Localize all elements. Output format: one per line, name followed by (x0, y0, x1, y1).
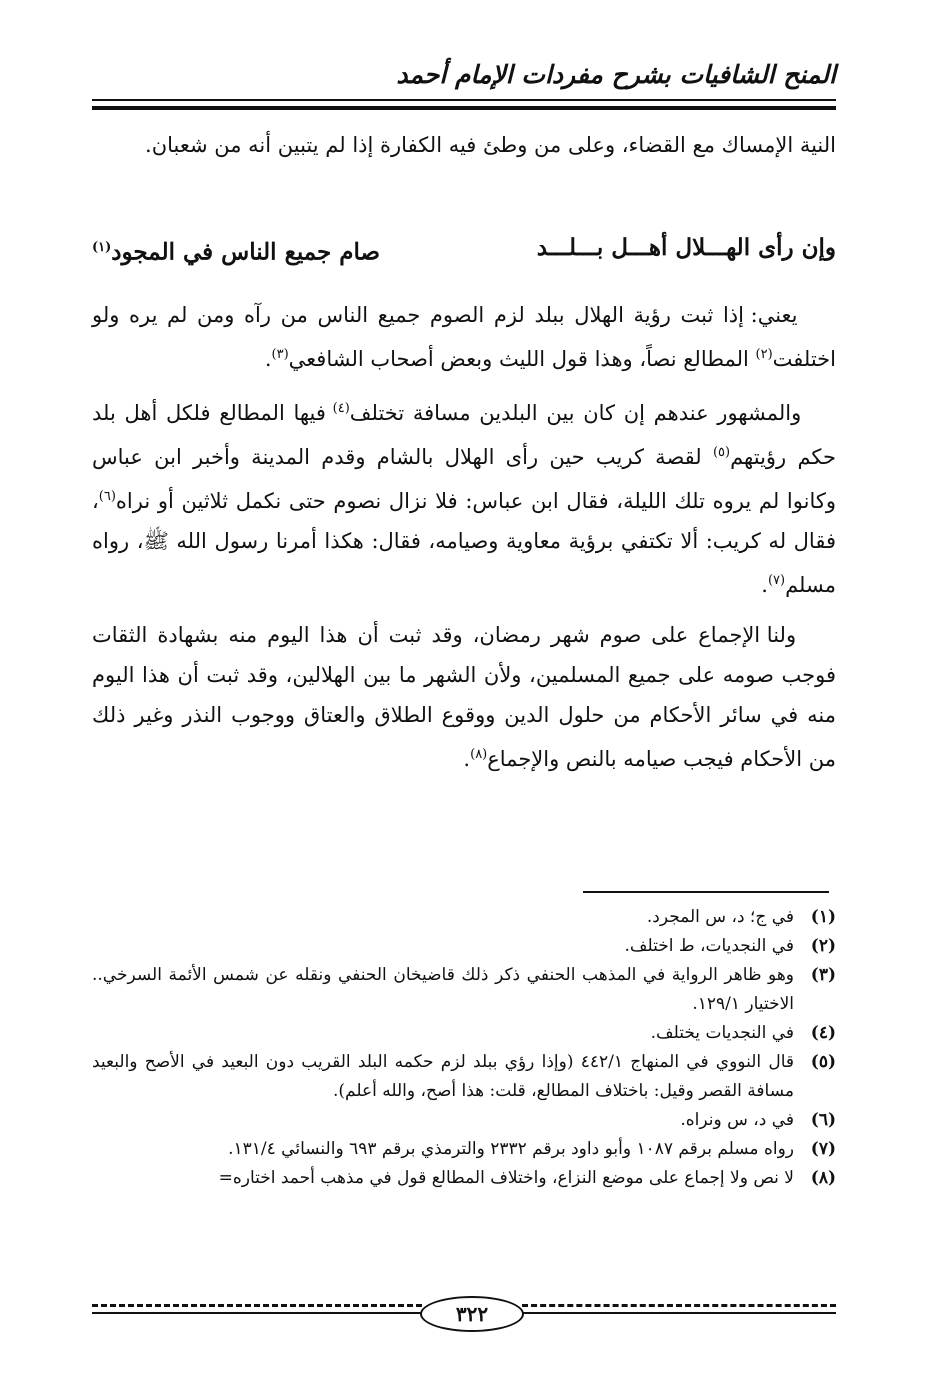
footnote-text: في ج؛ د، س المجرد. (646, 907, 794, 927)
footnote-number: (١) (810, 907, 836, 927)
footnote-item (92, 1106, 836, 1135)
footnote-number: (٣) (810, 965, 836, 985)
text-segment: . (463, 747, 471, 771)
page-footer (92, 1296, 836, 1332)
text-segment: . (761, 573, 768, 597)
paragraph-4 (92, 615, 836, 779)
footnote-number: (٢) (810, 936, 836, 956)
footnote-text: قال النووي في المنهاج ٤٤٢/١ (وإذا رؤي ببلد لزم حكمه البلد القريب دون البعيد في الأصح والبعيد مسافة القصر وقيل: باختلاف المطالع، قلت: هذا أصح، والله أعلم). (92, 1052, 795, 1101)
footnote-number: (٥) (810, 1052, 836, 1072)
footnote-text: وهو ظاهر الرواية في المذهب الحنفي ذكر ذلك قاضيخان الحنفي ونقله عن شمس الأئمة السرخي.. الاختيار ١٢٩/١. (92, 965, 794, 1014)
header-rule-top (92, 99, 836, 101)
footnote-text: رواه مسلم برقم ١٠٨٧ وأبو داود برقم ٢٣٣٢ والترمذي برقم ٦٩٣ والنسائي ١٣١/٤. (228, 1139, 794, 1159)
footnote-ref: (١) (92, 240, 112, 255)
verse-right-hemistich: وإن رأى الهـــلال أهـــل بـــلـــد (536, 234, 836, 261)
footnote-ref: (٥) (712, 445, 731, 460)
footnote-text: في د، س ونراه. (680, 1110, 794, 1130)
footnote-ref: (٨) (470, 747, 488, 762)
footnotes (92, 903, 836, 1193)
page-number: ٣٢٢ (420, 1296, 524, 1332)
footnote-item (92, 932, 836, 961)
paragraph-2 (92, 295, 836, 379)
footnote-ref: (٦) (98, 489, 116, 504)
footnote-text: لا نص ولا إجماع على موضع النزاع، واختلاف المطالع قول في مذهب أحمد اختاره= (218, 1168, 794, 1188)
paragraph-3 (92, 389, 836, 605)
footer-rule-left (92, 1312, 422, 1314)
footnote-separator (583, 891, 829, 893)
footnote-item (92, 1048, 836, 1106)
footer-rule-right (522, 1312, 836, 1314)
text-segment: المطالع نصاً، وهذا قول الليث وبعض أصحاب الشافعي (288, 347, 756, 371)
footnote-ref: (٤) (332, 401, 350, 416)
verse-left-text: صام جميع الناس في المجود (111, 238, 381, 266)
text-segment: فيها المطالع فلكل أهل بلد حكم رؤيتهم (92, 401, 836, 469)
footnote-number: (٨) (810, 1168, 836, 1188)
header-rule-bottom (92, 106, 836, 110)
running-header-title: المنح الشافيات بشرح مفردات الإمام أحمد (396, 60, 836, 89)
footnote-ref: (٧) (767, 573, 786, 588)
text-segment: ولنا الإجماع على صوم شهر رمضان، وقد ثبت أن هذا اليوم منه بشهادة الثقات فوجب صومه على جميع المسلمين، ولأن الشهر ما بين الهلالين، وقد ثبت أن هذا اليوم منه في سائر الأحكام من حلول الدين ووقوع الطلاق والعتاق ووجوب النذر وغير ذلك من الأحكام فيجب صيامه بالنص والإجماع (92, 623, 836, 771)
footnote-number: (٧) (810, 1139, 836, 1159)
footnote-text: في النجديات، ط اختلف. (624, 936, 794, 956)
text-segment: يعني: إذا ثبت رؤية الهلال ببلد لزم الصوم جميع الناس من رآه ومن لم يره ولو اختلفت (92, 303, 836, 371)
footnote-text: في النجديات يختلف. (650, 1023, 794, 1043)
verse-left-hemistich (92, 228, 380, 273)
footnote-item (92, 903, 836, 932)
footnote-number: (٤) (810, 1023, 836, 1043)
verse-line (92, 228, 836, 273)
footnote-ref: (٣) (271, 347, 289, 362)
text-segment: ، فقال له كريب: ألا تكتفي برؤية معاوية وصيامه، فقال: هكذا أمرنا رسول الله ﷺ، رواه مسلم (92, 489, 836, 597)
footnote-item (92, 1164, 836, 1193)
footnote-item (92, 1135, 836, 1164)
paragraph-1: النية الإمساك مع القضاء، وعلى من وطئ فيه الكفارة إذا لم يتبين أنه من شعبان. (145, 133, 836, 157)
footnote-number: (٦) (810, 1110, 836, 1130)
main-text (92, 295, 836, 789)
footer-ornament-left (92, 1304, 422, 1307)
text-segment: لقصة كريب حين رأى الهلال بالشام وقدم المدينة وأخبر ابن عباس وكانوا لم يروه تلك الليلة، فقال ابن عباس: فلا نزال نصوم حتى نكمل ثلاثين أو نراه (92, 445, 836, 513)
text-segment: . (264, 347, 272, 371)
footnote-item (92, 1019, 836, 1048)
text-segment: والمشهور عندهم إن كان بين البلدين مسافة تختلف (349, 401, 802, 425)
footnote-item (92, 961, 836, 1019)
paragraph-intro (92, 125, 836, 175)
footnote-ref: (٢) (755, 347, 773, 362)
footer-ornament-right (522, 1304, 836, 1307)
